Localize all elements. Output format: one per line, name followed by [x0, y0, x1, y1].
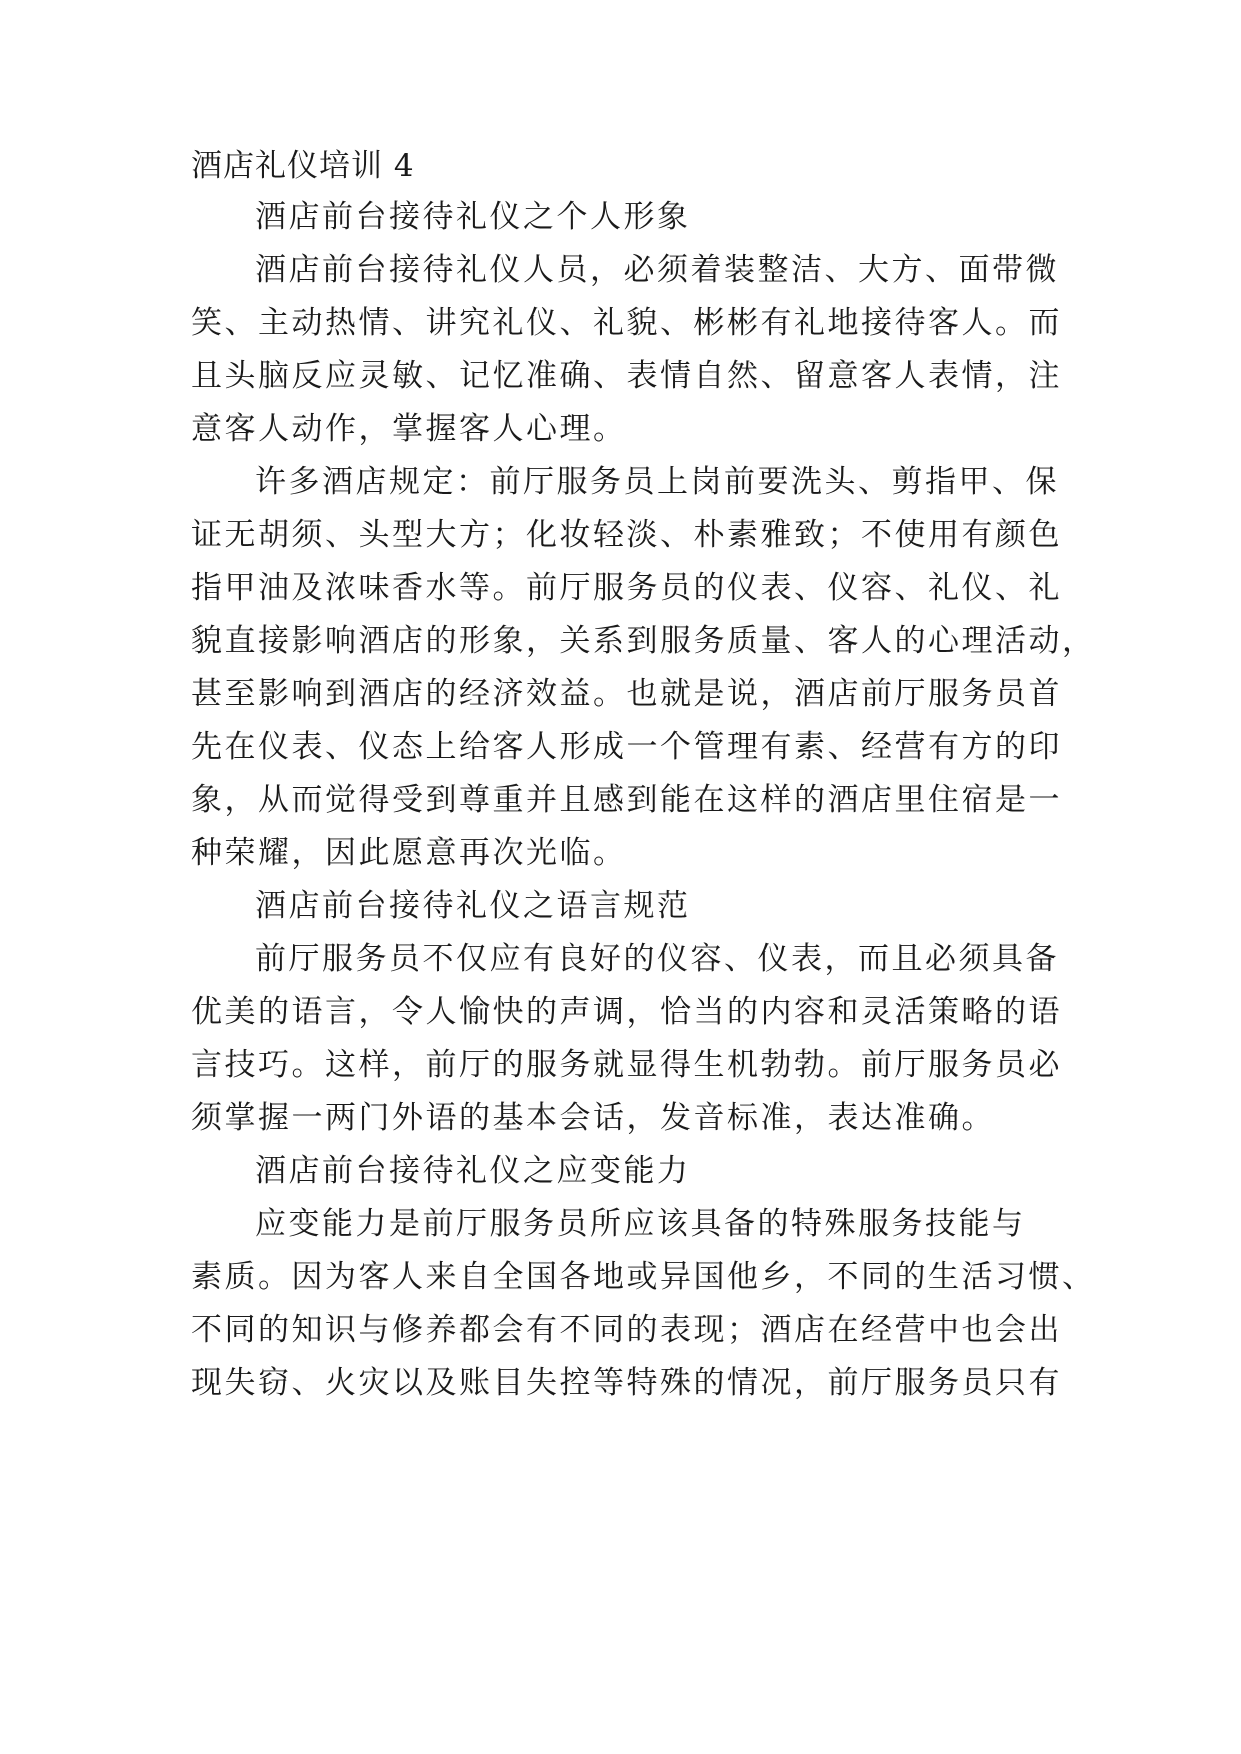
document-title: 酒店礼仪培训 4 [191, 148, 415, 184]
paragraph-line: 言技巧。这样，前厅的服务就显得生机勃勃。前厅服务员必 [191, 1047, 1062, 1083]
section-heading: 酒店前台接待礼仪之个人形象 [255, 199, 691, 235]
paragraph-line: 貌直接影响酒店的形象，关系到服务质量、客人的心理活动， [191, 623, 1096, 659]
paragraph-line: 先在仪表、仪态上给客人形成一个管理有素、经营有方的印 [191, 729, 1062, 765]
paragraph-line: 不同的知识与修养都会有不同的表现；酒店在经营中也会出 [191, 1312, 1062, 1348]
section-heading: 酒店前台接待礼仪之语言规范 [255, 888, 691, 924]
paragraph-line: 酒店前台接待礼仪人员，必须着装整洁、大方、面带微 [255, 252, 1059, 288]
paragraph-line: 且头脑反应灵敏、记忆准确、表情自然、留意客人表情，注 [191, 358, 1062, 394]
paragraph-line: 种荣耀，因此愿意再次光临。 [191, 835, 627, 871]
paragraph-line: 应变能力是前厅服务员所应该具备的特殊服务技能与 [255, 1206, 1026, 1242]
paragraph-line: 笑、主动热情、讲究礼仪、礼貌、彬彬有礼地接待客人。而 [191, 305, 1062, 341]
section-heading: 酒店前台接待礼仪之应变能力 [255, 1153, 691, 1189]
paragraph-line: 许多酒店规定：前厅服务员上岗前要洗头、剪指甲、保 [255, 464, 1059, 500]
paragraph-line: 证无胡须、头型大方；化妆轻淡、朴素雅致；不使用有颜色 [191, 517, 1062, 553]
paragraph-line: 象，从而觉得受到尊重并且感到能在这样的酒店里住宿是一 [191, 782, 1062, 818]
paragraph-line: 意客人动作，掌握客人心理。 [191, 411, 627, 447]
paragraph-line: 素质。因为客人来自全国各地或异国他乡，不同的生活习惯、 [191, 1259, 1096, 1295]
paragraph-line: 须掌握一两门外语的基本会话，发音标准，表达准确。 [191, 1100, 995, 1136]
paragraph-line: 指甲油及浓味香水等。前厅服务员的仪表、仪容、礼仪、礼 [191, 570, 1062, 606]
paragraph-line: 优美的语言，令人愉快的声调，恰当的内容和灵活策略的语 [191, 994, 1062, 1030]
paragraph-line: 甚至影响到酒店的经济效益。也就是说，酒店前厅服务员首 [191, 676, 1062, 712]
paragraph-line: 前厅服务员不仅应有良好的仪容、仪表，而且必须具备 [255, 941, 1059, 977]
paragraph-line: 现失窃、火灾以及账目失控等特殊的情况，前厅服务员只有 [191, 1365, 1062, 1401]
